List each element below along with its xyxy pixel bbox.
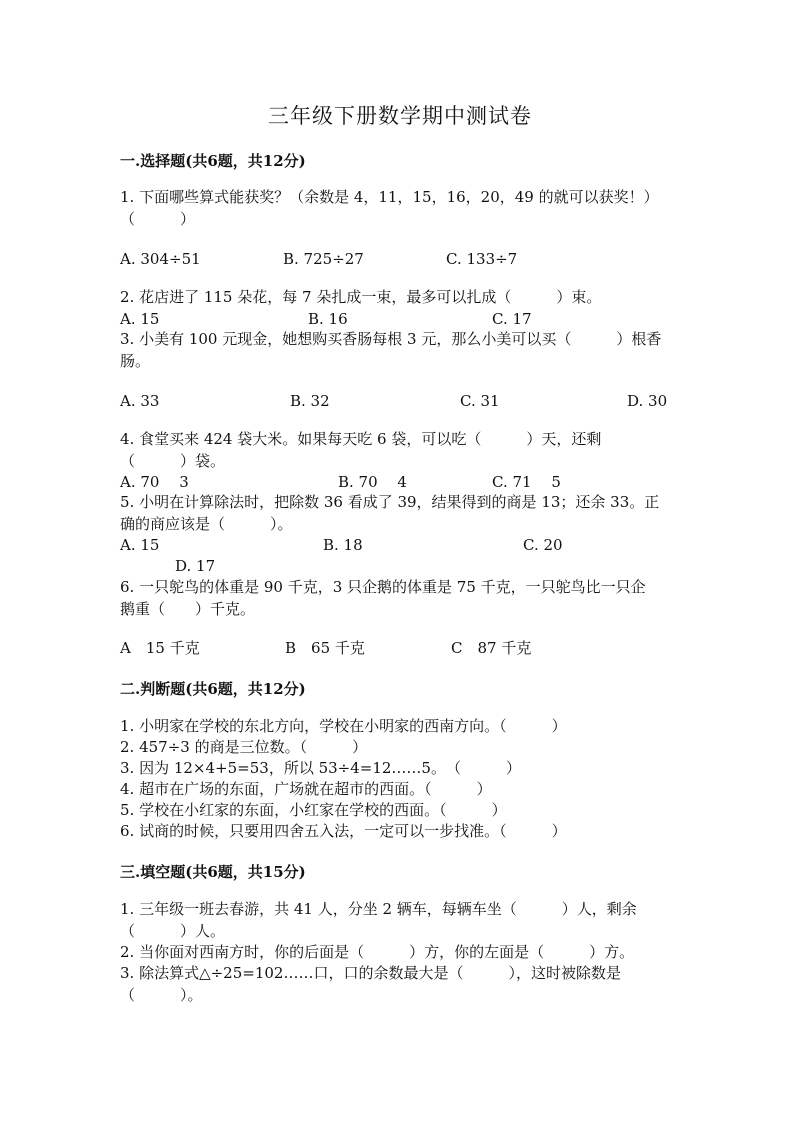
s2-item-6: 6. 试商的时候，只要用四舍五入法，一定可以一步找准。（ ） [120,822,567,840]
s1-q2-option-c: C. 17 [492,310,532,328]
s3-q3-line2: （ ）。 [120,986,203,1004]
s1-q3-option-b: B. 32 [290,392,330,410]
s1-q6-line1: 6. 一只鸵鸟的体重是 90 千克，3 只企鹅的体重是 75 千克，一只鸵鸟比一只企 [120,578,646,596]
s3-q1-line1: 1. 三年级一班去春游，共 41 人，分坐 2 辆车，每辆车坐（ ）人，剩余 [120,900,637,918]
s1-q1-option-c: C. 133÷7 [446,250,518,268]
s1-q1-option-b: B. 725÷27 [283,250,364,268]
s1-q6-option-c: C 87 千克 [451,639,532,657]
s3-q1-line2: （ ）人。 [120,922,226,940]
s3-q3-line1: 3. 除法算式△÷25=102……口，口的余数最大是（ ），这时被除数是 [120,964,621,982]
s1-q5-option-a: A. 15 [120,536,160,554]
s1-q5-line2: 确的商应该是（ ）。 [120,515,293,533]
s1-q2-option-a: A. 15 [120,310,160,328]
s1-q1-option-a: A. 304÷51 [120,250,201,268]
s1-q5-option-b: B. 18 [323,536,363,554]
s1-q3-option-a: A. 33 [120,392,160,410]
section-3-heading: 三.填空题(共6题，共15分) [120,863,306,881]
s1-q4-option-b: B. 70 4 [338,473,407,491]
s1-q5-option-c: C. 20 [523,536,563,554]
s1-q4-option-a: A. 70 3 [120,473,189,491]
section-2-heading: 二.判断题(共6题，共12分) [120,680,306,698]
s3-q2-line1: 2. 当你面对西南方时，你的后面是（ ）方，你的左面是（ ）方。 [120,943,635,961]
s2-item-2: 2. 457÷3 的商是三位数。（ ） [120,738,368,756]
s2-item-3: 3. 因为 12×4+5=53，所以 53÷4=12……5。 （ ） [120,759,521,777]
page-title: 三年级下册数学期中测试卷 [268,104,532,128]
s1-q1-line2: （ ） [120,210,196,228]
section-1-heading: 一.选择题(共6题，共12分) [120,152,306,170]
s1-q6-option-a: A 15 千克 [120,639,200,657]
s1-q3-line2: 肠。 [120,352,151,370]
s1-q1-line1: 1. 下面哪些算式能获奖？（余数是 4，11，15，16，20，49 的就可以获奖！） [120,188,659,206]
s1-q6-option-b: B 65 千克 [285,639,365,657]
s2-item-4: 4. 超市在广场的东面，广场就在超市的西面。（ ） [120,780,492,798]
s2-item-5: 5. 学校在小红家的东面，小红家在学校的西面。（ ） [120,801,507,819]
s2-item-1: 1. 小明家在学校的东北方向，学校在小明家的西南方向。（ ） [120,717,567,735]
s1-q3-option-d: D. 30 [627,392,668,410]
s1-q6-line2: 鹅重（ ）千克。 [120,600,256,618]
s1-q2-line1: 2. 花店进了 115 朵花，每 7 朵扎成一束，最多可以扎成（ ）束。 [120,288,602,306]
s1-q2-option-b: B. 16 [308,310,348,328]
s1-q3-option-c: C. 31 [460,392,500,410]
s1-q4-line1: 4. 食堂买来 424 袋大米。如果每天吃 6 袋，可以吃（ ）天，还剩 [120,430,602,448]
s1-q4-option-c: C. 71 5 [492,473,561,491]
s1-q4-line2: （ ）袋。 [120,452,226,470]
s1-q5-option-d: D. 17 [175,557,216,575]
s1-q5-line1: 5. 小明在计算除法时，把除数 36 看成了 39，结果得到的商是 13；还余 33。正 [120,493,660,511]
s1-q3-line1: 3. 小美有 100 元现金，她想购买香肠每根 3 元，那么小美可以买（ ）根香 [120,330,662,348]
